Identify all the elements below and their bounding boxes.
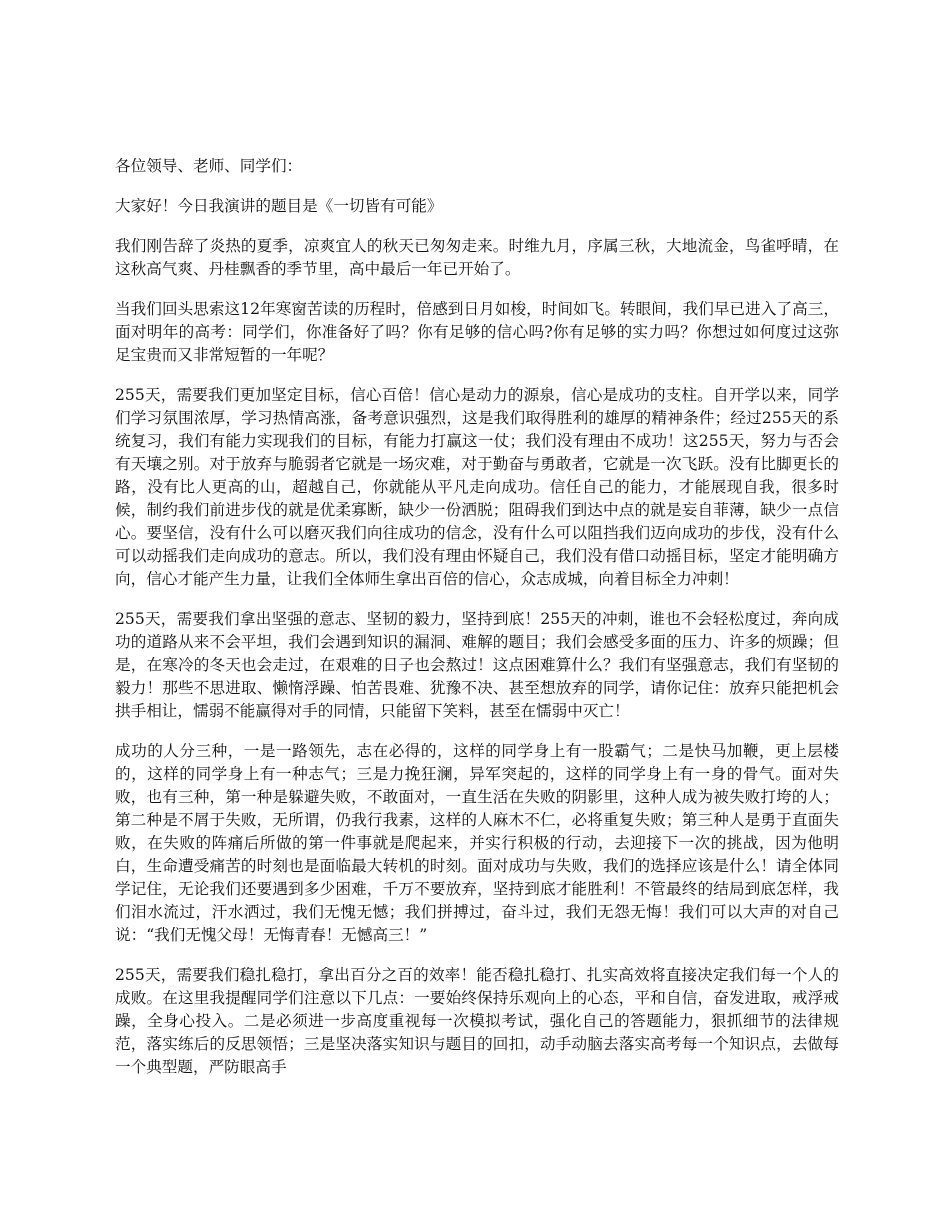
paragraph-reflection: 当我们回头思索这12年寒窗苦读的历程时，倍感到日月如梭，时间如飞。转眼间，我们早已进入了高三，面对明年的高考：同学们，你准备好了吗？你有足够的信心吗?你有足够的实力吗？你想过如何度过这弥足宝贵而又非常短暂的一年呢？ — [115, 300, 839, 364]
paragraph-success-and-failure: 成功的人分三种，一是一路领先，志在必得的，这样的同学身上有一股霸气；二是快马加鞭，更上层楼的，这样的同学身上有一种志气；三是力挽狂澜，异军突起的，这样的同学身上有一身的骨气。面对失败，也有三种，第一种是躲避失败，不敢面对，一直生活在失败的阴影里，这种人成为被失败打垮的人；第二种是不屑于失败，无所谓，仍我行我素，这样的人麻木不仁，必将重复失败；第三种人是勇于直面失败，在失败的阵痛后所做的第一件事就是爬起来，并实行积极的行动，去迎接下一次的挑战，因为他明白，生命遭受痛苦的时刻也是面临最大转机的时刻。面对成功与失败，我们的选择应该是什么！请全体同学记住，无论我们还要遇到多少困难，千万不要放弃，坚持到底才能胜利！不管最终的结局到底怎样，我们泪水流过，汗水洒过，我们无愧无憾；我们拼搏过，奋斗过，我们无怨无悔！我们可以大声的对自己说：“我们无愧父母！无悔青春！无憾高三！” — [115, 742, 839, 944]
paragraph-autumn: 我们刚告辞了炎热的夏季，凉爽宜人的秋天已匆匆走来。时维九月，序属三秋，大地流金，鸟雀呼晴，在这秋高气爽、丹桂飘香的季节里，高中最后一年已开始了。 — [115, 237, 839, 278]
paragraph-efficiency: 255天，需要我们稳扎稳打，拿出百分之百的效率！能否稳扎稳打、扎实高效将直接决定我们每一个人的成败。在这里我提醒同学们注意以下几点：一要始终保持乐观向上的心态，平和自信，奋发进取，戒浮戒躁，全身心投入。二是必须进一步高度重视每一次模拟考试，强化自己的答题能力，狠抓细节的法律规范，落实练后的反思领悟；三是坚决落实知识与题目的回扣，动手动脑去落实高考每一个知识点，去做每一个典型题，严防眼高手 — [115, 966, 839, 1076]
paragraph-perseverance: 255天，需要我们拿出坚强的意志、坚韧的毅力，坚持到底！255天的冲刺，谁也不会轻松度过，奔向成功的道路从来不会平坦，我们会遇到知识的漏洞、难解的题目；我们会感受多面的压力、许多的烦躁；但是，在寒冷的冬天也会走过，在艰难的日子也会熬过！这点困难算什么？我们有坚强意志，我们有坚韧的毅力！那些不思进取、懒惰浮躁、怕苦畏难、犹豫不决、甚至想放弃的同学，请你记住：放弃只能把机会拱手相让，懦弱不能赢得对手的同情，只能留下笑料，甚至在懦弱中灭亡！ — [115, 610, 839, 720]
salutation: 各位领导、老师、同学们： — [115, 157, 303, 175]
speech-title-line: 大家好！今日我演讲的题目是《一切皆有可能》 — [115, 197, 443, 215]
paragraph-confidence: 255天，需要我们更加坚定目标，信心百倍！信心是动力的源泉，信心是成功的支柱。自开学以来，同学们学习氛围浓厚，学习热情高涨，备考意识强烈，这是我们取得胜利的雄厚的精神条件；经过255天的系统复习，我们有能力实现我们的目标，有能力打赢这一仗；我们没有理由不成功！这255天，努力与否会有天壤之别。对于放弃与脆弱者它就是一场灾难，对于勤奋与勇敢者，它就是一次飞跃。没有比脚更长的路，没有比人更高的山，超越自己，你就能从平凡走向成功。信任自己的能力，才能展现自我，很多时候，制约我们前进步伐的就是优柔寡断，缺少一份洒脱；阻碍我们到达中点的就是妄自菲薄，缺少一点信心。要坚信，没有什么可以磨灭我们向往成功的信念，没有什么可以阻挡我们迈向成功的步伐，没有什么可以动摇我们走向成功的意志。所以，我们没有理由怀疑自己，我们没有借口动摇目标，坚定才能明确方向，信心才能产生力量，让我们全体师生拿出百倍的信心，众志成城，向着目标全力冲刺！ — [115, 386, 839, 588]
speech-document — [115, 155, 839, 1096]
